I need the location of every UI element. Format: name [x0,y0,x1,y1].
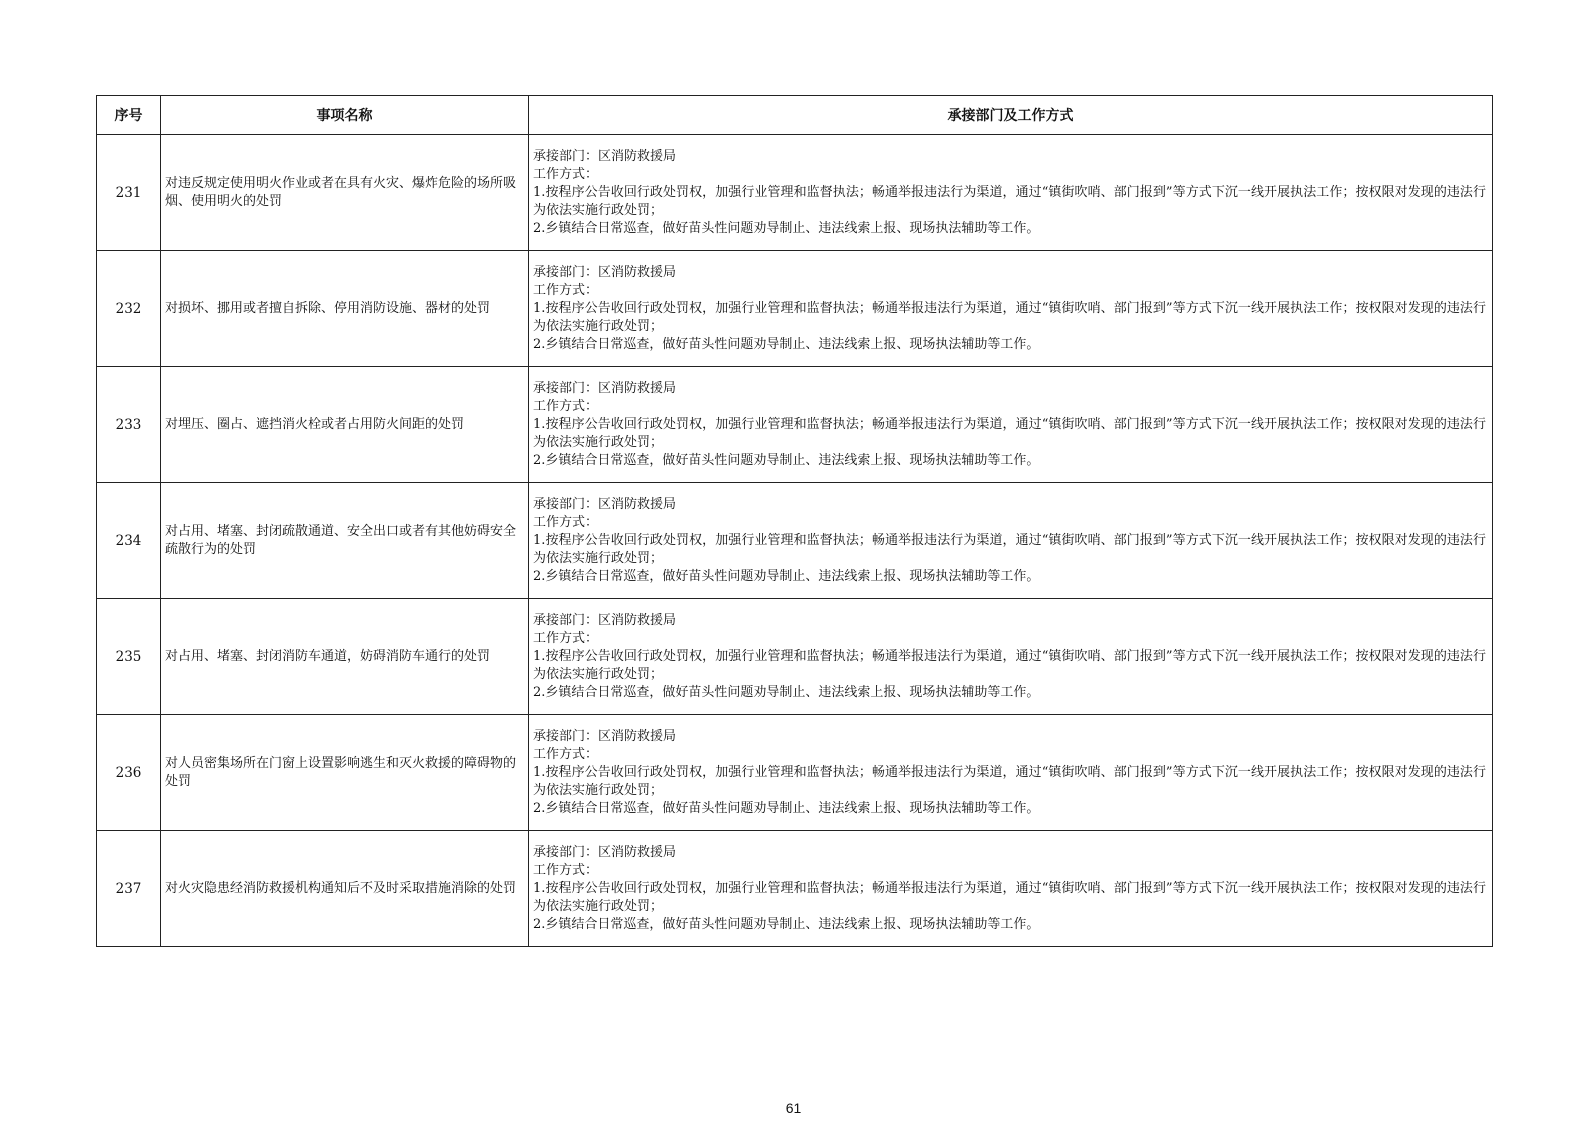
table-row [97,251,1493,367]
table-row [97,831,1493,947]
dept-line: 承接部门：区消防救援局 [533,496,677,512]
dept-cell [529,599,1493,715]
dept-cell [529,831,1493,947]
mode-item-1: 1.按程序公告收回行政处罚权，加强行业管理和监督执法；畅通举报违法行为渠道，通过“镇街吹哨、部门报到”等方式下沉一线开展执法工作；按权限对发现的违法行为依法实施行政处罚； [533,648,1486,682]
matter-name-cell: 对损坏、挪用或者擅自拆除、停用消防设施、器材的处罚 [161,251,529,367]
mode-label: 工作方式： [533,166,599,182]
mode-item-1: 1.按程序公告收回行政处罚权，加强行业管理和监督执法；畅通举报违法行为渠道，通过“镇街吹哨、部门报到”等方式下沉一线开展执法工作；按权限对发现的违法行为依法实施行政处罚； [533,184,1486,218]
mode-item-2: 2.乡镇结合日常巡查，做好苗头性问题劝导制止、违法线索上报、现场执法辅助等工作。 [533,568,1040,584]
page-number: 61 [785,1100,802,1116]
seq-cell: 231 [97,135,161,251]
mode-label: 工作方式： [533,282,599,298]
dept-cell [529,367,1493,483]
seq-cell: 232 [97,251,161,367]
mode-item-2: 2.乡镇结合日常巡查，做好苗头性问题劝导制止、违法线索上报、现场执法辅助等工作。 [533,916,1040,932]
header-seq: 序号 [97,96,161,135]
header-dept: 承接部门及工作方式 [529,96,1493,135]
mode-item-2: 2.乡镇结合日常巡查，做好苗头性问题劝导制止、违法线索上报、现场执法辅助等工作。 [533,452,1040,468]
mode-item-1: 1.按程序公告收回行政处罚权，加强行业管理和监督执法；畅通举报违法行为渠道，通过“镇街吹哨、部门报到”等方式下沉一线开展执法工作；按权限对发现的违法行为依法实施行政处罚； [533,880,1486,914]
mode-item-1: 1.按程序公告收回行政处罚权，加强行业管理和监督执法；畅通举报违法行为渠道，通过“镇街吹哨、部门报到”等方式下沉一线开展执法工作；按权限对发现的违法行为依法实施行政处罚； [533,764,1486,798]
mode-label: 工作方式： [533,746,599,762]
seq-cell: 237 [97,831,161,947]
dept-line: 承接部门：区消防救援局 [533,380,677,396]
seq-cell: 233 [97,367,161,483]
mode-item-2: 2.乡镇结合日常巡查，做好苗头性问题劝导制止、违法线索上报、现场执法辅助等工作。 [533,220,1040,236]
dept-cell [529,483,1493,599]
header-name: 事项名称 [161,96,529,135]
dept-line: 承接部门：区消防救援局 [533,728,677,744]
mode-item-2: 2.乡镇结合日常巡查，做好苗头性问题劝导制止、违法线索上报、现场执法辅助等工作。 [533,336,1040,352]
dept-line: 承接部门：区消防救援局 [533,148,677,164]
table-row [97,599,1493,715]
dept-line: 承接部门：区消防救援局 [533,264,677,280]
matter-name-cell: 对占用、堵塞、封闭消防车通道，妨碍消防车通行的处罚 [161,599,529,715]
matter-name-cell: 对违反规定使用明火作业或者在具有火灾、爆炸危险的场所吸烟、使用明火的处罚 [161,135,529,251]
matter-name-cell: 对人员密集场所在门窗上设置影响逃生和灭火救援的障碍物的处罚 [161,715,529,831]
table-header-row [97,96,1493,135]
mode-label: 工作方式： [533,514,599,530]
table-row [97,715,1493,831]
table-row [97,367,1493,483]
dept-cell [529,135,1493,251]
matter-name-cell: 对火灾隐患经消防救援机构通知后不及时采取措施消除的处罚 [161,831,529,947]
dept-line: 承接部门：区消防救援局 [533,844,677,860]
mode-item-1: 1.按程序公告收回行政处罚权，加强行业管理和监督执法；畅通举报违法行为渠道，通过“镇街吹哨、部门报到”等方式下沉一线开展执法工作；按权限对发现的违法行为依法实施行政处罚； [533,532,1486,566]
mode-label: 工作方式： [533,862,599,878]
mode-item-1: 1.按程序公告收回行政处罚权，加强行业管理和监督执法；畅通举报违法行为渠道，通过“镇街吹哨、部门报到”等方式下沉一线开展执法工作；按权限对发现的违法行为依法实施行政处罚； [533,416,1486,450]
dept-line: 承接部门：区消防救援局 [533,612,677,628]
mode-label: 工作方式： [533,630,599,646]
mode-label: 工作方式： [533,398,599,414]
matters-table [96,95,1493,947]
seq-cell: 235 [97,599,161,715]
seq-cell: 234 [97,483,161,599]
seq-cell: 236 [97,715,161,831]
matter-name-cell: 对埋压、圈占、遮挡消火栓或者占用防火间距的处罚 [161,367,529,483]
table-row [97,483,1493,599]
dept-cell [529,251,1493,367]
mode-item-2: 2.乡镇结合日常巡查，做好苗头性问题劝导制止、违法线索上报、现场执法辅助等工作。 [533,800,1040,816]
table-row [97,135,1493,251]
dept-cell [529,715,1493,831]
mode-item-2: 2.乡镇结合日常巡查，做好苗头性问题劝导制止、违法线索上报、现场执法辅助等工作。 [533,684,1040,700]
matter-name-cell: 对占用、堵塞、封闭疏散通道、安全出口或者有其他妨碍安全疏散行为的处罚 [161,483,529,599]
mode-item-1: 1.按程序公告收回行政处罚权，加强行业管理和监督执法；畅通举报违法行为渠道，通过“镇街吹哨、部门报到”等方式下沉一线开展执法工作；按权限对发现的违法行为依法实施行政处罚； [533,300,1486,334]
